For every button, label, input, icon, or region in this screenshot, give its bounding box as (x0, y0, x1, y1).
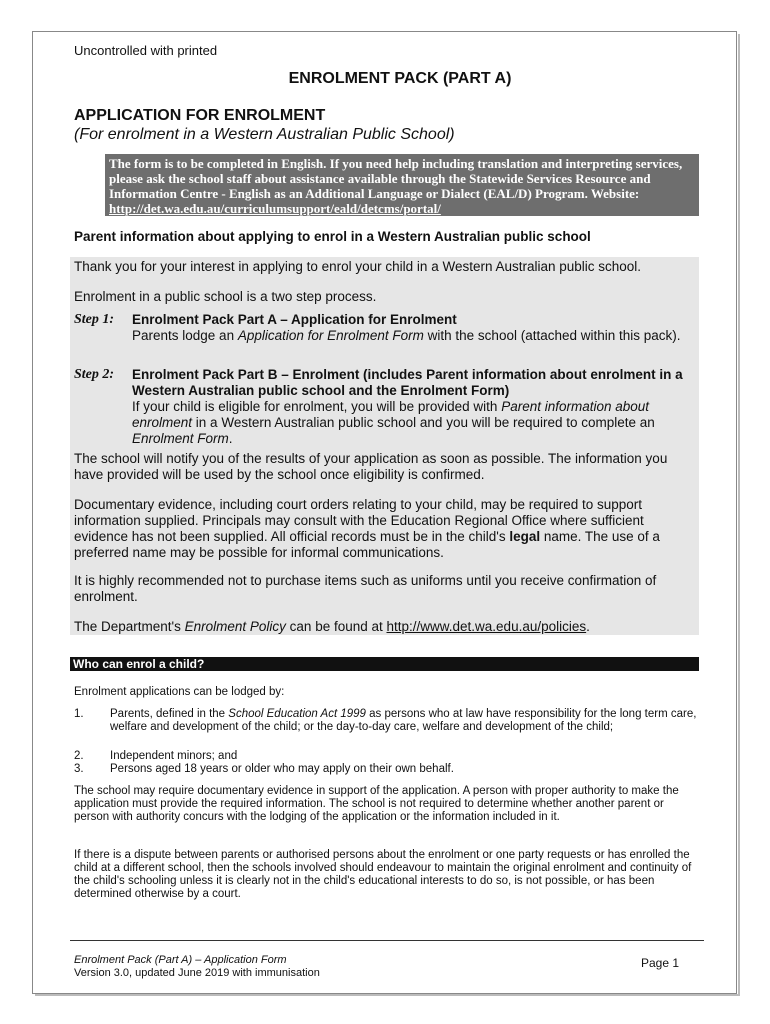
item-2-text: Independent minors; and (110, 750, 238, 762)
policy-text-b: can be found at (285, 619, 387, 634)
step1-body-b: with the school (attached within this pack). (423, 328, 681, 343)
step1-body-a: Parents lodge an (132, 328, 238, 343)
notice-text: The form is to be completed in English. If you need help including translation and interpreting services, please ask the school staff about assistance available through the Statewide Services Resource and Information Centre - English as an Additional Language or Dialect (EAL/D) Program. Website: (109, 156, 683, 201)
evidence-text-a: Documentary evidence, including court orders relating to your child, may be required to support information supplied. Principals may consult with the Education Regional Office where sufficient evidence has not been supplied. All official records must be in the child's (74, 497, 644, 544)
item-3-number: 3. (74, 763, 84, 775)
item-2-number: 2. (74, 750, 84, 762)
step2-label: Step 2: (74, 367, 115, 382)
footer-page-number: Page 1 (641, 956, 680, 970)
parent-info-heading: Parent information about applying to enrol in a Western Australian public school (74, 229, 591, 244)
item-3-text: Persons aged 18 years or older who may apply on their own behalf. (110, 763, 454, 775)
policy-em: Enrolment Policy (184, 619, 286, 634)
evidence-text-b: name. The use of a preferred name may be possible for informal communications. (74, 529, 660, 560)
two-step-paragraph: Enrolment in a public school is a two step process. (74, 289, 377, 304)
evidence-paragraph (74, 497, 699, 561)
page-shadow-bottom (35, 994, 740, 996)
policy-paragraph (74, 619, 699, 635)
footer-version: Version 3.0, updated June 2019 with immunisation (74, 967, 320, 979)
item-1-text (110, 708, 700, 734)
application-subtitle: (For enrolment in a Western Australian Public School) (74, 126, 455, 143)
notice-link[interactable]: http://det.wa.edu.au/curriculumsupport/eald/detcms/portal/ (109, 201, 441, 216)
notify-paragraph: The school will notify you of the results of your application as soon as possible. The information you have provided will be used by the school once eligibility is confirmed. (74, 451, 668, 482)
item-1-em: School Education Act 1999 (228, 708, 366, 720)
step1-label: Step 1: (74, 312, 115, 327)
application-title: APPLICATION FOR ENROLMENT (74, 107, 326, 124)
pack-title: ENROLMENT PACK (PART A) (288, 70, 512, 87)
step1-title: Enrolment Pack Part A – Application for Enrolment (132, 312, 457, 327)
who-intro: Enrolment applications can be lodged by: (74, 686, 285, 698)
step2-body (132, 399, 692, 447)
step2-title: Enrolment Pack Part B – Enrolment (includes Parent information about enrolment in a Western Australian public school and the Enrolment Form) (132, 367, 683, 398)
item-1-b: as persons who at law have responsibility for the long term care, welfare and development of the child; or the day-to-day care, welfare and development of the child; (110, 708, 697, 733)
footer-form-name: Enrolment Pack (Part A) – Application Form (74, 954, 287, 966)
translation-notice (105, 154, 699, 216)
uncontrolled-note: Uncontrolled with printed (74, 43, 218, 58)
uniforms-paragraph: It is highly recommended not to purchase items such as uniforms until you receive confirmation of enrolment. (74, 573, 657, 604)
step2-body-em1: Parent information about enrolment (132, 399, 650, 430)
step2-body-b: in a Western Australian public school and you will be required to complete an (192, 415, 655, 430)
item-1-number: 1. (74, 708, 84, 720)
policy-text-c: . (586, 619, 590, 634)
step1-body (132, 328, 692, 344)
item-1-a: Parents, defined in the (110, 708, 229, 720)
policy-link[interactable]: http://www.det.wa.edu.au/policies (386, 619, 587, 634)
step2-body-a: If your child is eligible for enrolment, you will be provided with (132, 399, 502, 414)
thanks-paragraph: Thank you for your interest in applying to enrol your child in a Western Australian public school. (74, 259, 642, 274)
step1-block (132, 312, 692, 344)
step2-body-c: . (228, 431, 233, 446)
step2-body-em2: Enrolment Form (132, 431, 229, 446)
footer-divider (70, 940, 704, 941)
page-shadow-right (738, 34, 740, 996)
dispute-paragraph: If there is a dispute between parents or authorised persons about the enrolment or one party requests or has enrolled the child at a different school, then the schools involved should endeavour to maintain the original enrolment and continuity of the child's schooling unless it is clearly not in the child's educational interests to do so, is not possible, or has been determined otherwise by a court. (74, 849, 692, 900)
step2-block (132, 367, 692, 447)
who-can-enrol-heading: Who can enrol a child? (70, 657, 699, 671)
evidence-legal: legal (509, 529, 541, 544)
documentary-paragraph: The school may require documentary evidence in support of the application. A person with proper authority to make the application must provide the required information. The school is not required to determine whether another parent or person with authority concurs with the lodging of the application or the information included in it. (74, 785, 679, 823)
policy-text-a: The Department's (74, 619, 185, 634)
step1-body-em: Application for Enrolment Form (237, 328, 424, 343)
